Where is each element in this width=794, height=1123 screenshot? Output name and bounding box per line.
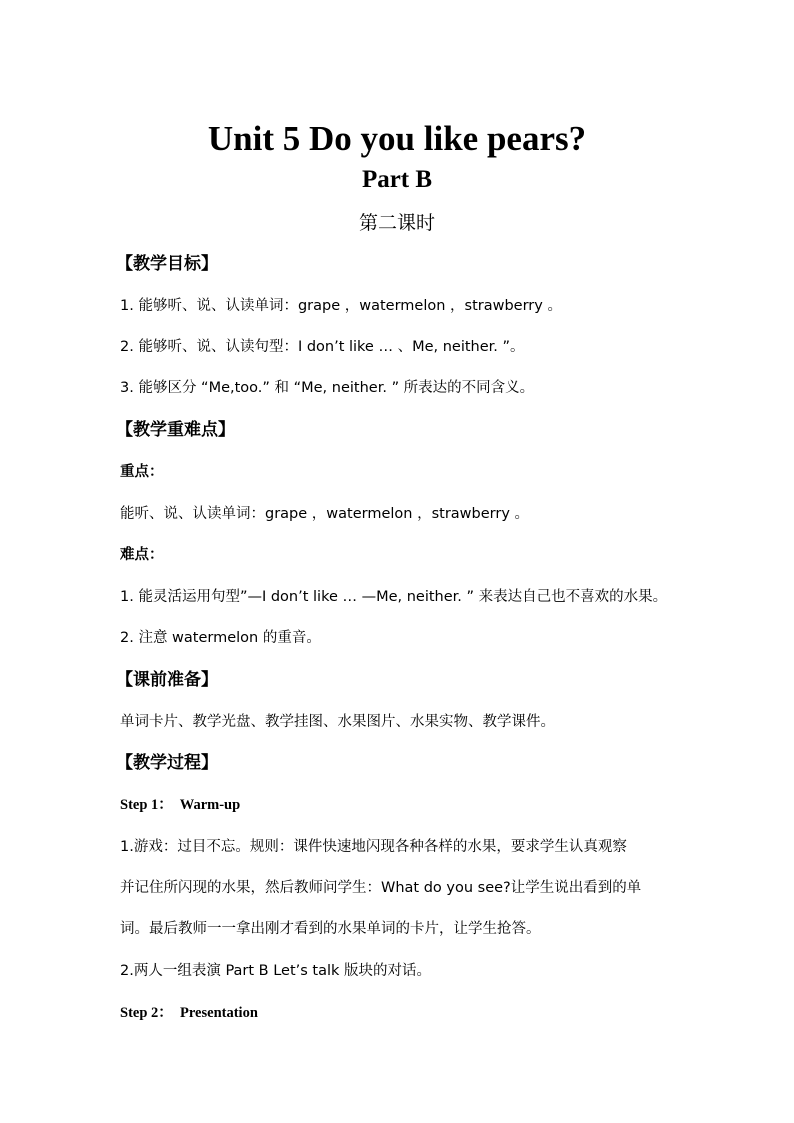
difficult-item: 2. 注意 watermelon 的重音。	[120, 630, 321, 646]
document-title: Unit 5 Do you like pears?	[207, 119, 587, 158]
objective-item: 2. 能够听、说、认读句型：I don’t like … 、Me, neither. ”。	[120, 339, 525, 355]
step1-line: 词。最后教师一一拿出刚才看到的水果单词的卡片，让学生抢答。	[120, 921, 541, 937]
lesson-label: 第二课时	[358, 212, 435, 234]
preparation-heading: 【课前准备】	[116, 670, 218, 690]
key-text: 能听、说、认读单词：grape ，watermelon ，strawberry 。	[120, 506, 530, 522]
process-heading: 【教学过程】	[116, 753, 218, 773]
step1-line: 并记住所闪现的水果，然后教师问学生：What do you see?让学生说出看到的单	[120, 880, 642, 896]
keypoints-heading: 【教学重难点】	[116, 420, 235, 440]
objective-item: 1. 能够听、说、认读单词：grape ，watermelon ，strawberry 。	[120, 298, 562, 314]
difficult-item: 1. 能灵活运用句型”—I don’t like … —Me, neither. ” 来表达自己也不喜欢的水果。	[120, 589, 668, 605]
step1-line: 1.游戏：过目不忘。规则：课件快速地闪现各种各样的水果，要求学生认真观察	[120, 839, 627, 855]
difficult-label: 难点：	[120, 547, 164, 563]
preparation-text: 单词卡片、教学光盘、教学挂图、水果图片、水果实物、教学课件。	[120, 714, 555, 730]
key-label: 重点：	[120, 464, 164, 480]
objectives-heading: 【教学目标】	[116, 254, 218, 274]
objective-item: 3. 能够区分 “Me,too.” 和 “Me, neither. ” 所表达的不同含义。	[120, 380, 535, 396]
step2-heading: Step 2： Presentation	[120, 1005, 258, 1021]
step1-line: 2.两人一组表演 Part B Let’s talk 版块的对话。	[120, 963, 432, 979]
document-subtitle: Part B	[361, 166, 433, 193]
step1-heading: Step 1： Warm-up	[120, 797, 241, 813]
